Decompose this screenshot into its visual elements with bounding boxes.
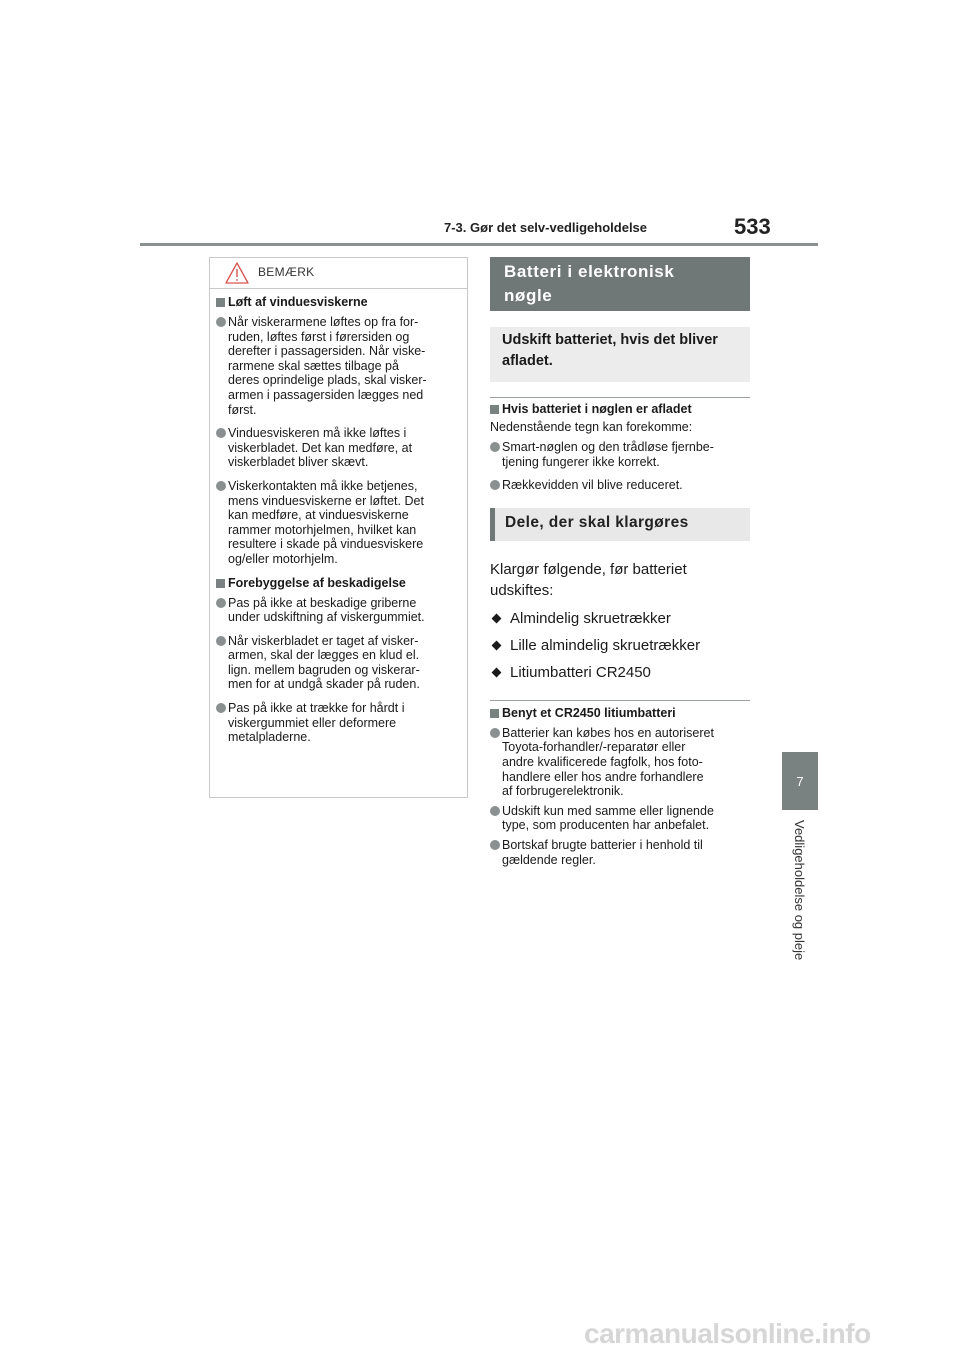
caution-body xyxy=(210,289,467,745)
caution-item: Viskerkontakten må ikke betjenes, mens vinduesviskerne er løftet. Det kan medføre, at vinduesviskerne rammer motorhjelmen, hvilket kan resultere i skade på vinduesviskere og/eller motorhjelm. xyxy=(216,479,461,567)
heading-cr2450: Benyt et CR2450 litiumbatteri xyxy=(490,706,750,721)
header-rule xyxy=(140,243,818,246)
caution-item: Vinduesviskeren må ikke løftes i viskerbladet. Det kan medføre, at viskerbladet bliver skævt. xyxy=(216,426,461,470)
caution-title: BEMÆRK xyxy=(258,265,315,279)
tool-item: Lille almindelig skruetrækker xyxy=(490,637,750,655)
warning-triangle-icon xyxy=(225,262,249,284)
right-column xyxy=(490,257,750,876)
chapter-tab[interactable]: 7 xyxy=(782,752,818,810)
tool-item: Litiumbatteri CR2450 xyxy=(490,664,750,682)
caution-heading-wiper-lift: Løft af vinduesviskerne xyxy=(216,295,461,310)
caution-item: Pas på ikke at beskadige griberne under udskiftning af viskergummiet. xyxy=(216,596,461,625)
section-banner-parts: Dele, der skal klargøres xyxy=(490,508,750,541)
list-item: Batterier kan købes hos en autoriseret Toyota-forhandler/-reparatør eller andre kvalificerede fagfolk, hos foto- handlere eller hos andre forhandlere af forbrugerelektronik. xyxy=(490,726,750,799)
section-subtitle: Udskift batteriet, hvis det bliver afladet. xyxy=(490,327,750,382)
list-item: Rækkevidden vil blive reduceret. xyxy=(490,478,750,493)
chapter-label-wrapper xyxy=(788,820,810,990)
caution-item: Pas på ikke at trække for hårdt i viskergummiet eller deformere metalpladerne. xyxy=(216,701,461,745)
page-number: 533 xyxy=(734,214,771,239)
caution-box xyxy=(209,257,468,798)
heading-battery-discharged: Hvis batteriet i nøglen er afladet xyxy=(490,402,750,417)
tool-item: Almindelig skruetrækker xyxy=(490,610,750,628)
chapter-label: Vedligeholdelse og pleje xyxy=(792,820,807,961)
caution-item: Når viskerbladet er taget af visker- armen, skal der lægges en klud el. lign. mellem bagruden og viskerar- men for at undgå skader på ruden. xyxy=(216,634,461,692)
caution-header xyxy=(210,258,467,289)
watermark: carmanualsonline.info xyxy=(584,1318,871,1349)
list-item: Udskift kun med samme eller lignende type, som producenten har anbefalet. xyxy=(490,804,750,833)
section-banner-battery: Batteri i elektronisk nøgle xyxy=(490,257,750,311)
caution-heading-damage-prevention: Forebyggelse af beskadigelse xyxy=(216,576,461,591)
list-item: Bortskaf brugte batterier i henhold til gældende regler. xyxy=(490,838,750,867)
caution-item: Når viskerarmene løftes op fra for- ruden, løftes først i førersiden og derefter i passagersiden. Når viske- rarmene skal sættes tilbage på deres oprindelige plads, skal visker- armen i passagersiden lægges ned først. xyxy=(216,315,461,417)
section-title: 7-3. Gør det selv-vedligeholdelse xyxy=(444,220,648,235)
intro-text: Nedenstående tegn kan forekomme: xyxy=(490,420,693,434)
list-item: Smart-nøglen og den trådløse fjernbe- tjening fungerer ikke korrekt. xyxy=(490,440,750,469)
prepare-text: Klargør følgende, før batteriet udskiftes: xyxy=(490,560,687,599)
